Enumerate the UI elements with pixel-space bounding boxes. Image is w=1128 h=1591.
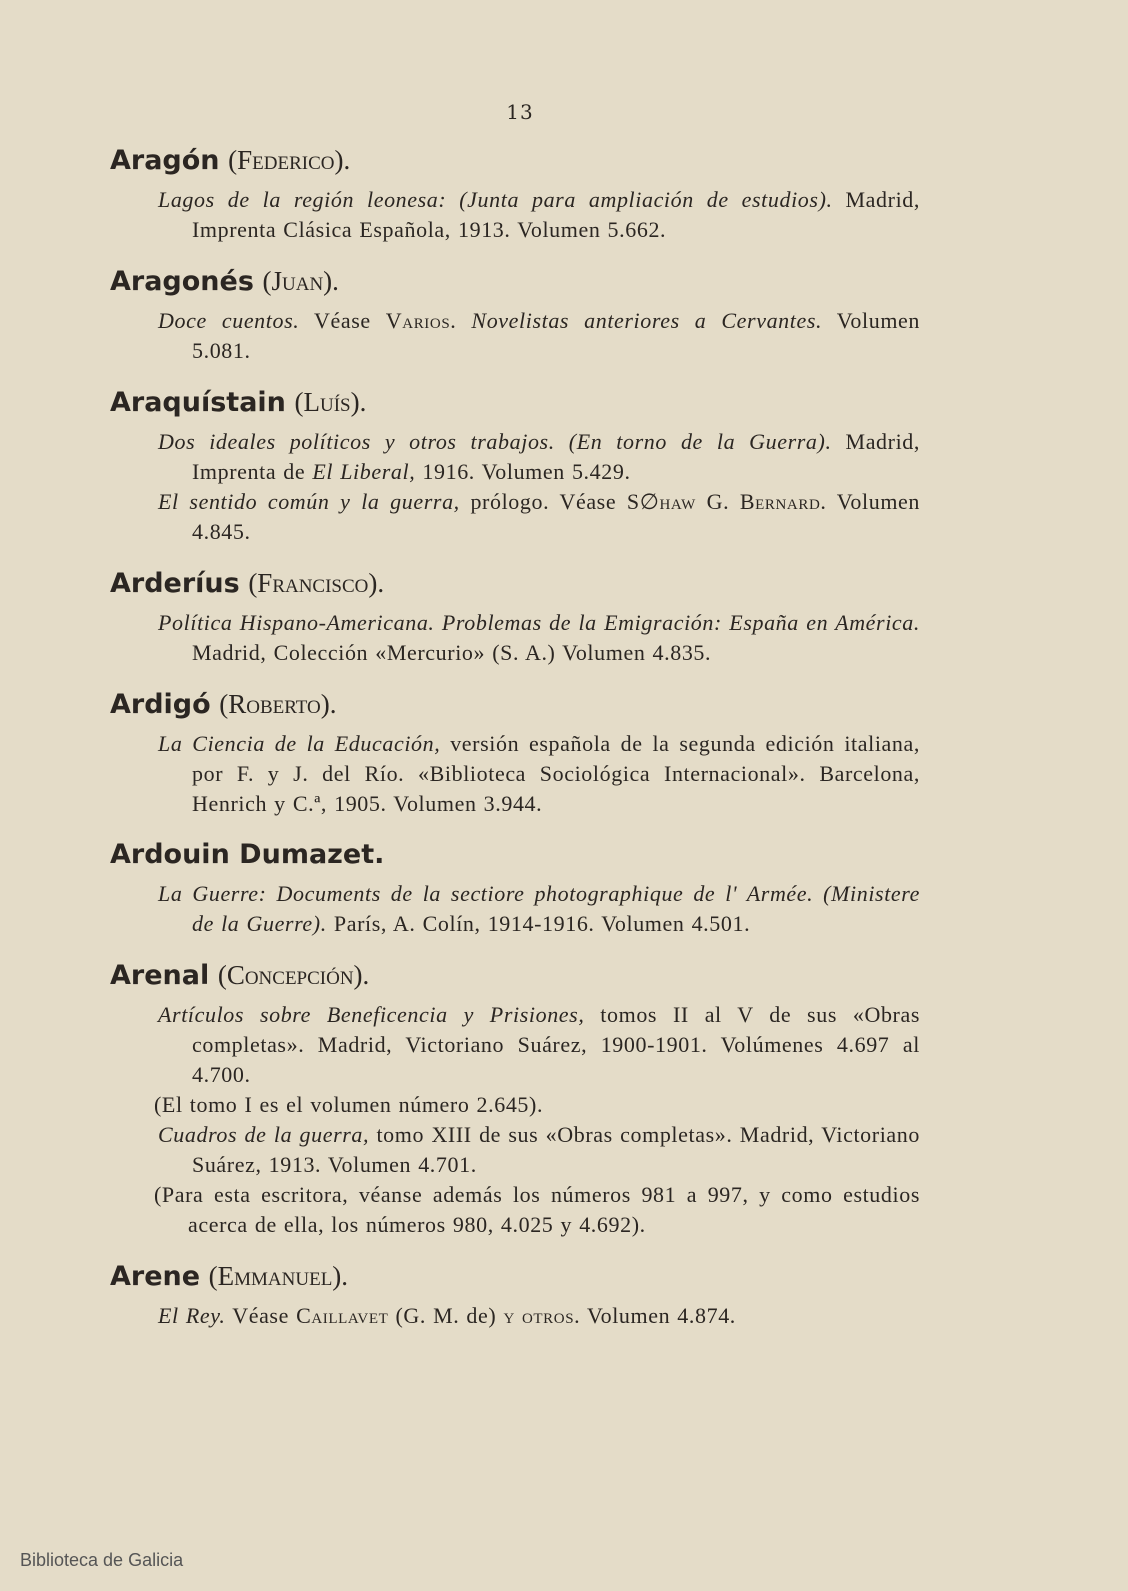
entry-note	[154, 1090, 920, 1120]
author-given-name: (Federico).	[228, 145, 351, 175]
citation-details: Volumen 5.081.	[192, 308, 921, 363]
author-given-name: (Roberto).	[219, 689, 337, 719]
citation-details: (G. M. de)	[388, 1303, 504, 1328]
entry-heading	[110, 684, 920, 725]
page-number: 13	[506, 100, 534, 124]
author-surname: Arderíus	[110, 568, 240, 599]
work-citation	[158, 879, 920, 939]
citation-details: París, A. Colín, 1914-1916. Volumen 4.501.	[326, 911, 751, 936]
work-citation	[158, 487, 920, 547]
author-given-name: (Juan).	[262, 266, 339, 296]
work-citation	[158, 608, 920, 668]
author-surname: Aragón	[110, 145, 220, 176]
entry-note	[154, 1180, 920, 1240]
citation-details: Madrid, Imprenta Clásica Española, 1913. Volumen 5.662.	[192, 187, 920, 242]
work-citation	[158, 1000, 920, 1090]
citation-details: 1916. Volumen 5.429.	[415, 459, 631, 484]
work-title: Artículos sobre Beneficencia y Prisiones,	[158, 1002, 585, 1027]
work-title: Novelistas anteriores a Cervantes.	[456, 308, 823, 333]
work-title: Dos ideales políticos y otros trabajos. (En torno de la Guerra).	[158, 429, 832, 454]
author-surname: Ardouin Dumazet.	[110, 839, 385, 870]
author-surname: Arenal	[110, 960, 210, 991]
work-title: La Guerre: Documents de la sectiore photographique de l' Armée. (Ministere de la Guerre).	[158, 881, 920, 936]
cross-reference: y otros.	[503, 1303, 581, 1328]
catalog-entry	[110, 1256, 920, 1331]
cross-reference: Caillavet	[296, 1303, 389, 1328]
catalog-entry	[110, 261, 920, 366]
catalog-entry	[110, 835, 920, 939]
entry-heading	[110, 955, 920, 996]
author-given-name: (Concepción).	[217, 960, 370, 990]
catalog-entry	[110, 382, 920, 547]
author-surname: Aragonés	[110, 266, 254, 297]
work-title: Cuadros de la guerra,	[158, 1122, 370, 1147]
entry-heading	[110, 835, 920, 875]
work-title: Política Hispano-Americana. Problemas de la Emigración: España en América.	[158, 610, 920, 635]
work-title: Lagos de la región leonesa: (Junta para ampliación de estudios).	[158, 187, 833, 212]
author-given-name: (Emmanuel).	[208, 1261, 349, 1291]
citation-details: tomo XIII de sus «Obras completas». Madrid, Victoriano Suárez, 1913. Volumen 4.701.	[192, 1122, 920, 1177]
entry-heading	[110, 563, 920, 604]
citation-details: Volumen 4.845.	[192, 489, 921, 544]
work-title: El sentido común y la guerra,	[158, 489, 460, 514]
work-title: Doce cuentos.	[158, 308, 300, 333]
entry-heading	[110, 140, 920, 181]
work-title: El Liberal,	[312, 459, 416, 484]
citation-details: tomos II al V de sus «Obras completas». Madrid, Victoriano Suárez, 1900-1901. Volúmenes 4.697 al 4.700.	[192, 1002, 920, 1087]
citation-details: (Para esta escritora, véanse además los números 981 a 997, y como estudios acerca de ella, los números 980, 4.025 y 4.692).	[154, 1182, 920, 1237]
entry-heading	[110, 261, 920, 302]
author-surname: Arene	[110, 1261, 201, 1292]
author-given-name: (Luís).	[294, 387, 367, 417]
work-citation	[158, 427, 920, 487]
work-citation	[158, 729, 920, 819]
work-citation	[158, 306, 920, 366]
catalog-entry	[110, 684, 920, 819]
work-citation	[158, 1120, 920, 1180]
author-surname: Araquístain	[110, 387, 286, 418]
library-watermark: Biblioteca de Galicia	[20, 1550, 184, 1570]
author-given-name: (Francisco).	[248, 568, 385, 598]
entry-heading	[110, 382, 920, 423]
work-citation	[158, 1301, 920, 1331]
citation-details: Volumen 4.874.	[580, 1303, 736, 1328]
catalog-entries	[110, 140, 920, 1347]
citation-details: Madrid, Colección «Mercurio» (S. A.) Volumen 4.835.	[192, 640, 712, 665]
citation-text: Madrid, Imprenta de	[192, 429, 920, 484]
cross-reference: S∅haw G. Bernard.	[626, 489, 827, 514]
catalog-entry	[110, 140, 920, 245]
citation-details: versión española de la segunda edición italiana, por F. y J. del Río. «Biblioteca Sociológica Internacional». Barcelona, Henrich y C.ª, 1905. Volumen 3.944.	[192, 731, 920, 816]
entry-heading	[110, 1256, 920, 1297]
author-surname: Ardigó	[110, 689, 211, 720]
catalog-entry	[110, 563, 920, 668]
work-title: La Ciencia de la Educación,	[158, 731, 441, 756]
work-citation	[158, 185, 920, 245]
cross-reference: Varios.	[385, 308, 457, 333]
citation-details: (El tomo I es el volumen número 2.645).	[154, 1092, 544, 1117]
catalog-entry	[110, 955, 920, 1240]
citation-text: prólogo. Véase	[459, 489, 627, 514]
citation-text: Véase	[225, 1303, 297, 1328]
citation-text: Véase	[299, 308, 386, 333]
work-title: El Rey.	[158, 1303, 226, 1328]
